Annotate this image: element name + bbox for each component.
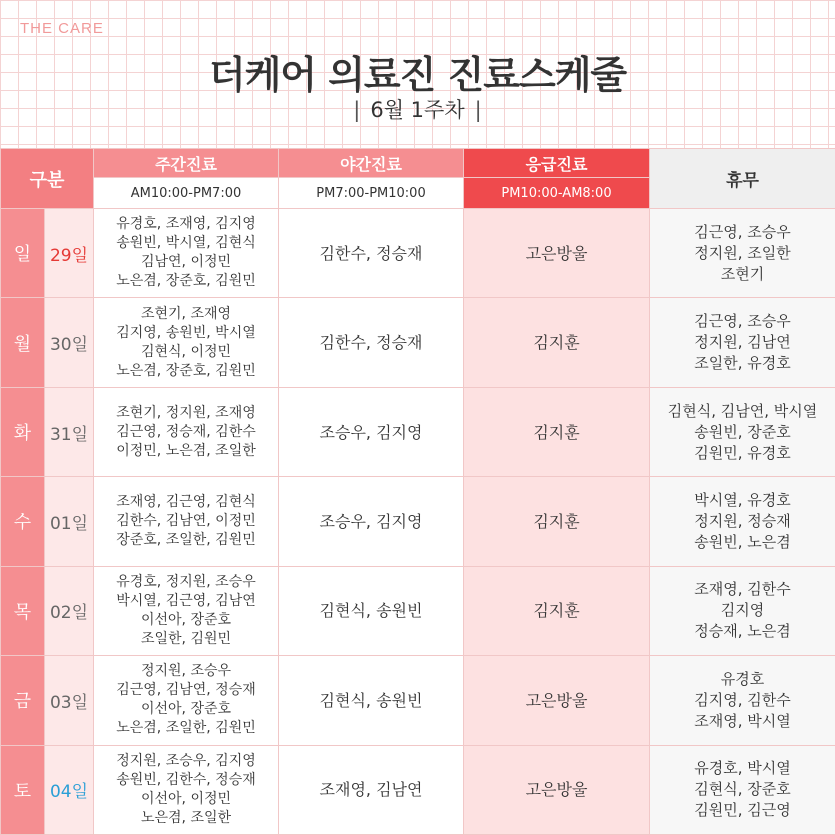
date-cell: 03일 [45, 656, 94, 745]
staff-line: 김지영, 김한수 [694, 690, 791, 709]
date-cell: 02일 [45, 566, 94, 655]
schedule-row [1, 745, 835, 834]
day-shift-staff [94, 477, 279, 566]
date-cell: 04일 [45, 745, 94, 834]
staff-line: 조현기, 조재영 [140, 305, 232, 322]
rest-staff [650, 209, 835, 298]
date-cell: 30일 [45, 298, 94, 387]
schedule-row [1, 209, 835, 298]
staff-line: 이정민, 노은겸, 조일한 [116, 442, 256, 459]
staff-line: 유경호, 정지원, 조승우 [116, 573, 256, 590]
staff-line: 김근영, 조승우 [694, 222, 791, 241]
staff-line: 김근영, 정승재, 김한수 [116, 423, 256, 440]
week-label: 6월 1주차 [370, 98, 465, 122]
page-subtitle [0, 94, 835, 124]
subtitle-bar-right: | [474, 98, 482, 122]
staff-line: 김남연, 이정민 [140, 254, 232, 271]
staff-line: 노은겸, 장준호, 김원민 [116, 362, 256, 379]
day-shift-staff [94, 387, 279, 476]
day-of-week: 토 [1, 745, 45, 834]
day-shift-time: AM10:00-PM7:00 [94, 178, 279, 209]
rest-staff [650, 477, 835, 566]
staff-line: 김현식, 김남연, 박시열 [667, 401, 818, 420]
schedule-row [1, 566, 835, 655]
night-shift-staff: 김한수, 정승재 [279, 209, 464, 298]
staff-line: 이선아, 이정민 [140, 790, 232, 807]
rest-staff [650, 745, 835, 834]
emergency-staff: 김지훈 [464, 387, 650, 476]
day-shift-staff [94, 656, 279, 745]
rest-staff [650, 656, 835, 745]
staff-line: 조일한, 김원민 [140, 630, 232, 647]
staff-line: 김현식, 장준호 [694, 780, 791, 799]
staff-line: 김근영, 김남연, 정승재 [116, 682, 256, 699]
emergency-staff: 고은방울 [464, 745, 650, 834]
day-shift-staff [94, 745, 279, 834]
date-cell: 01일 [45, 477, 94, 566]
staff-line: 송원빈, 노은겸 [694, 532, 791, 551]
brand-logo: THE CARE [20, 20, 104, 37]
night-shift-staff: 김현식, 송원빈 [279, 566, 464, 655]
date-cell: 29일 [45, 209, 94, 298]
staff-line: 노은겸, 장준호, 김원민 [116, 273, 256, 290]
header-emergency-shift: 응급진료 [464, 149, 650, 178]
staff-line: 유경호, 박시열 [694, 759, 791, 778]
staff-line: 김원민, 김근영 [694, 801, 791, 820]
staff-line: 송원빈, 장준호 [694, 422, 791, 441]
subtitle-bar-left: | [353, 98, 361, 122]
staff-line: 김근영, 조승우 [694, 312, 791, 331]
staff-line: 김지영 [720, 601, 765, 620]
day-of-week: 수 [1, 477, 45, 566]
header-day-shift: 주간진료 [94, 149, 279, 178]
staff-line: 정지원, 정승재 [694, 511, 791, 530]
rest-staff [650, 566, 835, 655]
day-of-week: 월 [1, 298, 45, 387]
date-cell: 31일 [45, 387, 94, 476]
staff-line: 조현기, 정지원, 조재영 [116, 404, 256, 421]
rest-staff [650, 298, 835, 387]
staff-line: 정지원, 김남연 [694, 333, 791, 352]
emergency-staff: 김지훈 [464, 566, 650, 655]
staff-line: 조일한, 유경호 [694, 354, 791, 373]
night-shift-staff: 조승우, 김지영 [279, 477, 464, 566]
staff-line: 이선아, 장준호 [140, 611, 232, 628]
staff-line: 조현기 [720, 264, 765, 283]
staff-line: 박시열, 김근영, 김남연 [116, 592, 256, 609]
schedule-row [1, 298, 835, 387]
emergency-staff: 고은방울 [464, 209, 650, 298]
night-shift-time: PM7:00-PM10:00 [279, 178, 464, 209]
schedule-row [1, 387, 835, 476]
staff-line: 송원빈, 김한수, 정승재 [116, 771, 256, 788]
staff-line: 김지영, 송원빈, 박시열 [116, 324, 256, 341]
day-of-week: 일 [1, 209, 45, 298]
emergency-staff: 김지훈 [464, 298, 650, 387]
staff-line: 김한수, 김남연, 이정민 [116, 512, 256, 529]
staff-line: 박시열, 유경호 [694, 490, 791, 509]
schedule-table [0, 148, 835, 835]
header-rest: 휴무 [650, 149, 835, 209]
day-shift-staff [94, 209, 279, 298]
staff-line: 김원민, 유경호 [694, 443, 791, 462]
staff-line: 정승재, 노은겸 [694, 622, 791, 641]
night-shift-staff: 조재영, 김남연 [279, 745, 464, 834]
day-of-week: 목 [1, 566, 45, 655]
staff-line: 조재영, 김근영, 김현식 [116, 493, 256, 510]
day-of-week: 화 [1, 387, 45, 476]
schedule-row [1, 656, 835, 745]
header-gubun: 구분 [1, 149, 94, 209]
emergency-staff: 김지훈 [464, 477, 650, 566]
staff-line: 조재영, 김한수 [694, 580, 791, 599]
rest-staff [650, 387, 835, 476]
schedule-row [1, 477, 835, 566]
page-title: 더케어 의료진 진료스케줄 [208, 53, 627, 97]
emergency-shift-time: PM10:00-AM8:00 [464, 178, 650, 209]
staff-line: 정지원, 조일한 [694, 243, 791, 262]
staff-line: 정지원, 조승우, 김지영 [116, 752, 256, 769]
staff-line: 장준호, 조일한, 김원민 [116, 531, 256, 548]
day-shift-staff [94, 298, 279, 387]
night-shift-staff: 김현식, 송원빈 [279, 656, 464, 745]
staff-line: 유경호 [720, 669, 765, 688]
night-shift-staff: 조승우, 김지영 [279, 387, 464, 476]
staff-line: 노은겸, 조일한 [140, 809, 232, 826]
staff-line: 노은겸, 조일한, 김원민 [116, 720, 256, 737]
staff-line: 유경호, 조재영, 김지영 [116, 216, 256, 233]
staff-line: 이선아, 장준호 [140, 701, 232, 718]
staff-line: 송원빈, 박시열, 김현식 [116, 235, 256, 252]
staff-line: 조재영, 박시열 [694, 711, 791, 730]
day-shift-staff [94, 566, 279, 655]
day-of-week: 금 [1, 656, 45, 745]
night-shift-staff: 김한수, 정승재 [279, 298, 464, 387]
header-night-shift: 야간진료 [279, 149, 464, 178]
emergency-staff: 고은방울 [464, 656, 650, 745]
staff-line: 정지원, 조승우 [140, 663, 232, 680]
staff-line: 김현식, 이정민 [140, 343, 232, 360]
